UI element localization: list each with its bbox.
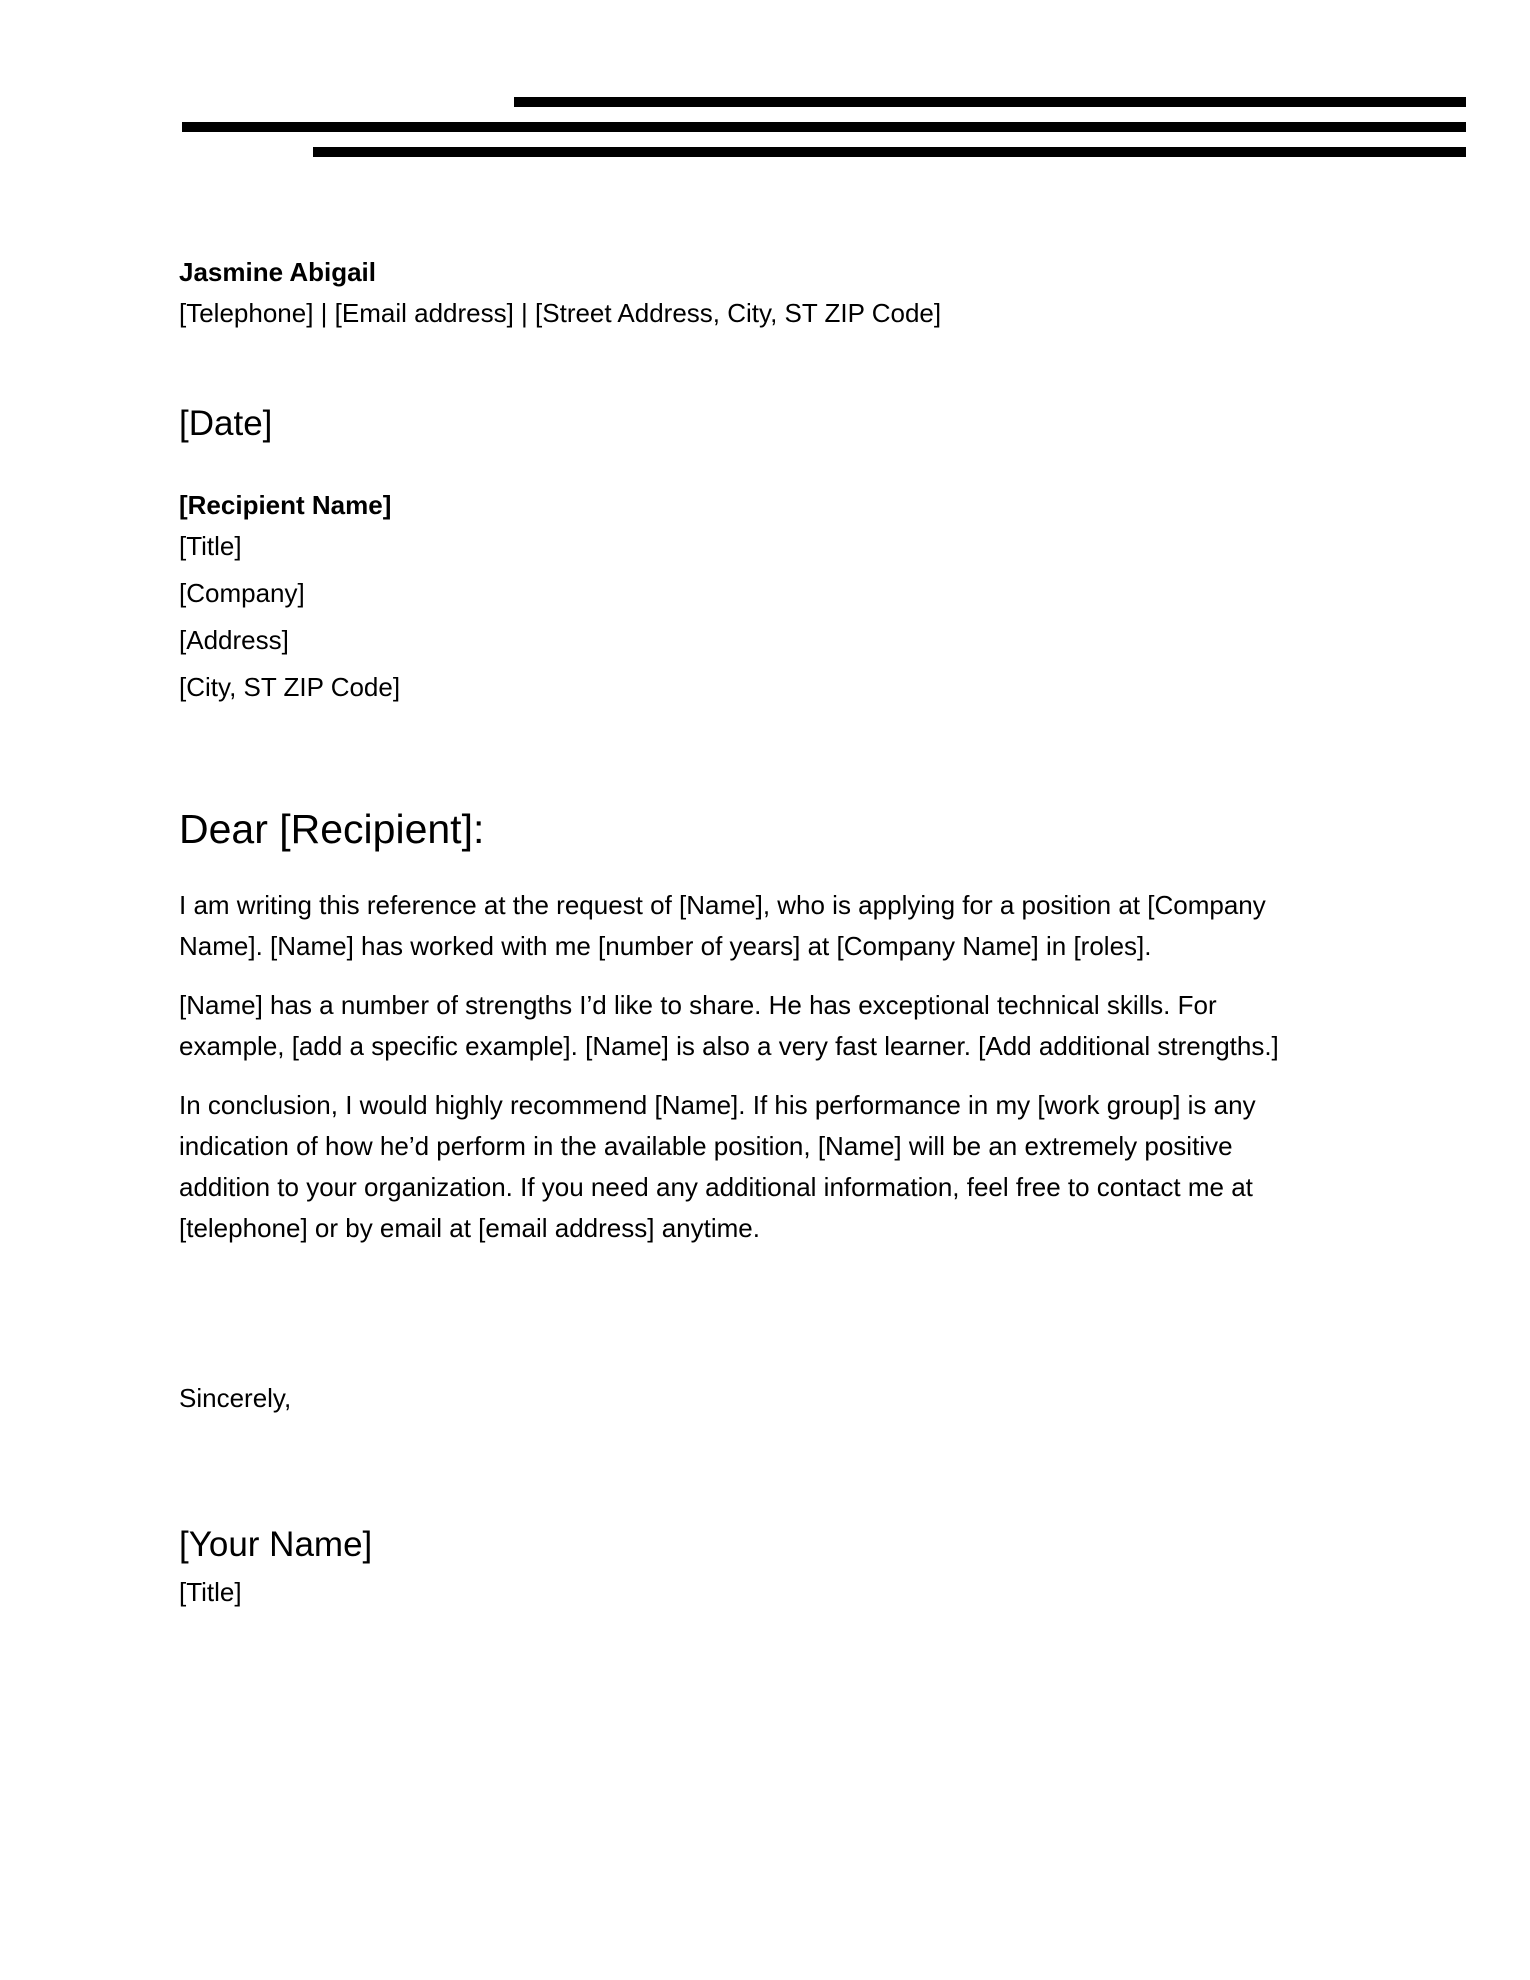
header-rule-top — [514, 97, 1466, 107]
sender-contact-line: [Telephone] | [Email address] | [Street Address, City, ST ZIP Code] — [179, 298, 942, 328]
header-rule-middle — [182, 122, 1466, 132]
salutation: Dear [Recipient]: — [179, 806, 485, 852]
recipient-company: [Company] — [179, 578, 305, 608]
header-rule-bottom — [313, 147, 1466, 157]
letter-body — [179, 885, 1289, 1267]
signer-name: [Your Name] — [179, 1525, 373, 1564]
body-paragraph-2: [Name] has a number of strengths I’d like to share. He has exceptional technical skills. For example, [add a specific example]. [Name] is also a very fast learner. [Add additional strengths.] — [179, 990, 1279, 1061]
body-paragraph-3: In conclusion, I would highly recommend [Name]. If his performance in my [work group] is any indication of how he’d perform in the available position, [Name] will be an extremely positive addition to your organization. If you need any additional information, feel free to contact me at [telephone] or by email at [email address] anytime. — [179, 1090, 1256, 1243]
recipient-address: [Address] — [179, 625, 289, 655]
body-paragraph-1: I am writing this reference at the request of [Name], who is applying for a position at [Company Name]. [Name] has worked with me [number of years] at [Company Name] in [roles]. — [179, 890, 1266, 961]
letter-date: [Date] — [179, 404, 273, 443]
closing: Sincerely, — [179, 1383, 292, 1413]
recipient-city: [City, ST ZIP Code] — [179, 672, 401, 702]
recipient-address-block — [179, 489, 400, 718]
recipient-name: [Recipient Name] — [179, 490, 392, 520]
signer-title: [Title] — [179, 1577, 242, 1607]
sender-name: Jasmine Abigail — [179, 257, 376, 287]
recipient-title: [Title] — [179, 531, 242, 561]
